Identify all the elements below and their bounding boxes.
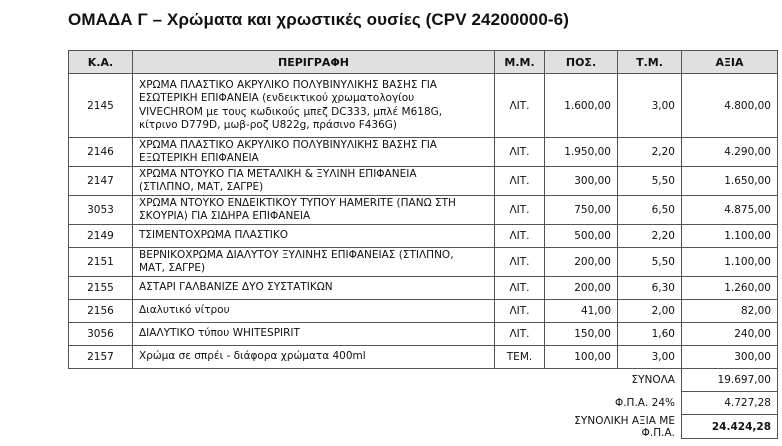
row-ka: 2146 <box>69 138 133 167</box>
grand-total-label: ΣΥΝΟΛΙΚΗ ΑΞΙΑ ΜΕ Φ.Π.Α. <box>574 414 675 439</box>
table-row <box>69 248 778 277</box>
row-unit-price: 1,60 <box>618 323 682 346</box>
table-row <box>69 346 778 369</box>
table-row <box>69 167 778 196</box>
row-value: 4.800,00 <box>682 74 778 138</box>
row-quantity: 1.600,00 <box>545 74 618 138</box>
header-unit-price: Τ.Μ. <box>618 51 682 74</box>
header-quantity: ΠΟΣ. <box>545 51 618 74</box>
row-ka: 2145 <box>69 74 133 138</box>
row-unit-price: 3,00 <box>618 74 682 138</box>
row-description: ΧΡΩΜΑ ΠΛΑΣΤΙΚΟ ΑΚΡΥΛΙΚΟ ΠΟΛΥΒΙΝΥΛΙΚΗΣ ΒΑΣΗΣ ΓΙΑ ΕΣΩΤΕΡΙΚΗ ΕΠΙΦΑΝΕΙΑ (ενδεικτικού χρωματολογίου VIVECHROM με τους κωδικούς μπεζ DC333, μπλέ M618G, κίτρινο D779D, μωβ-ροζ U822g, πράσινο F436G) <box>133 74 495 138</box>
row-description: ΑΣΤΑΡΙ ΓΑΛΒΑΝΙΖΕ ΔΥΟ ΣΥΣΤΑΤΙΚΩΝ <box>133 277 495 300</box>
row-ka: 2156 <box>69 300 133 323</box>
row-ka: 2147 <box>69 167 133 196</box>
row-quantity: 150,00 <box>545 323 618 346</box>
row-description: ΧΡΩΜΑ ΝΤΟΥΚΟ ΕΝΔΕΙΚΤΙΚΟΥ ΤΥΠΟΥ HAMERITE (ΠΑΝΩ ΣΤΗ ΣΚΟΥΡΙΑ) ΓΙΑ ΣΙΔΗΡΑ ΕΠΙΦΑΝΕΙΑ <box>133 196 495 225</box>
row-unit: ΛΙΤ. <box>495 300 545 323</box>
row-quantity: 500,00 <box>545 225 618 248</box>
row-description: Χρώμα σε σπρέι - διάφορα χρώματα 400ml <box>133 346 495 369</box>
row-unit: ΛΙΤ. <box>495 248 545 277</box>
table-row <box>69 300 778 323</box>
header-value: ΑΞΙΑ <box>682 51 778 74</box>
row-unit: ΛΙΤ. <box>495 138 545 167</box>
row-quantity: 750,00 <box>545 196 618 225</box>
row-unit: ΛΙΤ. <box>495 225 545 248</box>
row-quantity: 200,00 <box>545 277 618 300</box>
row-description: ΤΣΙΜΕΝΤΟΧΡΩΜΑ ΠΛΑΣΤΙΚΟ <box>133 225 495 248</box>
totals-row <box>69 369 778 392</box>
row-value: 1.100,00 <box>682 248 778 277</box>
header-ka: Κ.Α. <box>69 51 133 74</box>
table-row <box>69 225 778 248</box>
header-unit: Μ.Μ. <box>495 51 545 74</box>
row-unit-price: 5,50 <box>618 248 682 277</box>
row-unit-price: 2,20 <box>618 225 682 248</box>
sum-label: ΣΥΝΟΛΑ <box>631 374 675 387</box>
table-row <box>69 323 778 346</box>
row-quantity: 41,00 <box>545 300 618 323</box>
row-ka: 2151 <box>69 248 133 277</box>
row-unit: ΛΙΤ. <box>495 74 545 138</box>
row-quantity: 200,00 <box>545 248 618 277</box>
row-description: ΔΙΑΛΥΤΙΚΟ τύπου WHITESPIRIT <box>133 323 495 346</box>
row-unit-price: 3,00 <box>618 346 682 369</box>
vat-row <box>69 392 778 415</box>
table-row <box>69 138 778 167</box>
row-unit: ΤΕΜ. <box>495 346 545 369</box>
row-value: 240,00 <box>682 323 778 346</box>
vat-label: Φ.Π.Α. 24% <box>614 397 675 409</box>
grand-total-row <box>69 415 778 439</box>
row-ka: 2155 <box>69 277 133 300</box>
table-row <box>69 74 778 138</box>
row-unit-price: 6,30 <box>618 277 682 300</box>
row-description: ΧΡΩΜΑ ΝΤΟΥΚΟ ΓΙΑ ΜΕΤΑΛΙΚΗ & ΞΥΛΙΝΗ ΕΠΙΦΑΝΕΙΑ (ΣΤΙΛΠΝΟ, ΜΑΤ, ΣΑΓΡΕ) <box>133 167 495 196</box>
page-title: ΟΜΑΔΑ Γ – Χρώματα και χρωστικές ουσίες (CPV 24200000-6) <box>68 10 569 29</box>
row-unit: ΛΙΤ. <box>495 277 545 300</box>
row-quantity: 100,00 <box>545 346 618 369</box>
row-value: 4.290,00 <box>682 138 778 167</box>
row-ka: 2157 <box>69 346 133 369</box>
vat-value: 4.727,28 <box>682 392 778 415</box>
row-quantity: 1.950,00 <box>545 138 618 167</box>
grand-total-value: 24.424,28 <box>682 415 778 439</box>
table-header-row <box>69 51 778 74</box>
items-table <box>68 50 778 439</box>
row-ka: 3053 <box>69 196 133 225</box>
table-row <box>69 277 778 300</box>
row-unit-price: 2,00 <box>618 300 682 323</box>
row-ka: 2149 <box>69 225 133 248</box>
row-value: 1.650,00 <box>682 167 778 196</box>
table-row <box>69 196 778 225</box>
row-value: 300,00 <box>682 346 778 369</box>
header-description: ΠΕΡΙΓΡΑΦΗ <box>133 51 495 74</box>
row-value: 1.100,00 <box>682 225 778 248</box>
row-description: ΒΕΡΝΙΚΟΧΡΩΜΑ ΔΙΑΛΥΤΟΥ ΞΥΛΙΝΗΣ ΕΠΙΦΑΝΕΙΑΣ (ΣΤΙΛΠΝΟ, ΜΑΤ, ΣΑΓΡΕ) <box>133 248 495 277</box>
row-quantity: 300,00 <box>545 167 618 196</box>
row-value: 1.260,00 <box>682 277 778 300</box>
row-value: 82,00 <box>682 300 778 323</box>
sum-value: 19.697,00 <box>682 369 778 392</box>
row-description: Διαλυτικό νίτρου <box>133 300 495 323</box>
row-unit: ΛΙΤ. <box>495 196 545 225</box>
row-unit: ΛΙΤ. <box>495 167 545 196</box>
row-unit: ΛΙΤ. <box>495 323 545 346</box>
row-ka: 3056 <box>69 323 133 346</box>
row-description: ΧΡΩΜΑ ΠΛΑΣΤΙΚΟ ΑΚΡΥΛΙΚΟ ΠΟΛΥΒΙΝΥΛΙΚΗΣ ΒΑΣΗΣ ΓΙΑ ΕΞΩΤΕΡΙΚΗ ΕΠΙΦΑΝΕΙΑ <box>133 138 495 167</box>
row-unit-price: 2,20 <box>618 138 682 167</box>
row-value: 4.875,00 <box>682 196 778 225</box>
row-unit-price: 6,50 <box>618 196 682 225</box>
row-unit-price: 5,50 <box>618 167 682 196</box>
